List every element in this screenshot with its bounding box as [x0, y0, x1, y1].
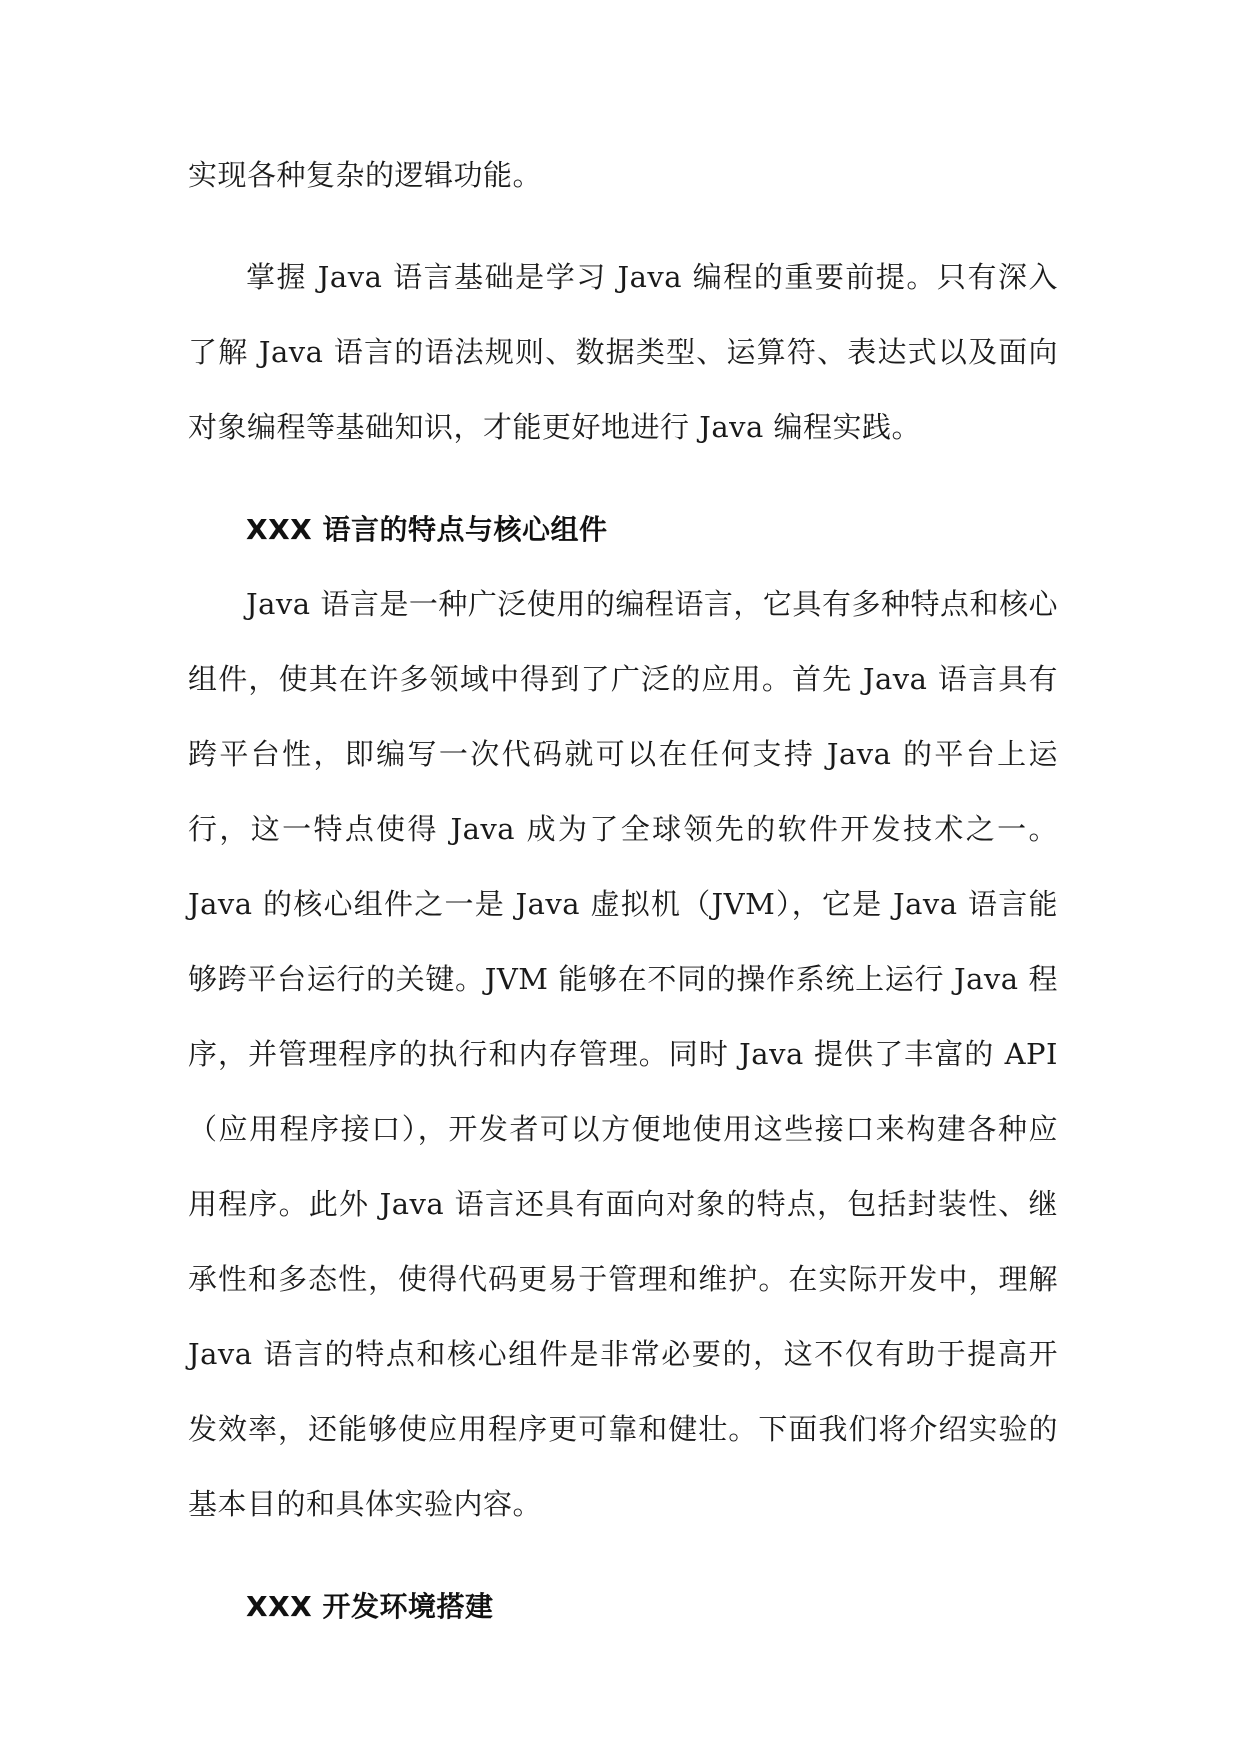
intro-continuation-paragraph: 实现各种复杂的逻辑功能。 — [188, 158, 543, 192]
basics-paragraph: 掌握 Java 语言基础是学习 Java 编程的重要前提。只有深入了解 Java 语言的语法规则、数据类型、运算符、表达式以及面向对象编程等基础知识，才能更好地进行 Java 编程实践。 — [188, 260, 1058, 444]
features-paragraph: Java 语言是一种广泛使用的编程语言，它具有多种特点和核心组件，使其在许多领域中得到了广泛的应用。首先 Java 语言具有跨平台性，即编写一次代码就可以在任何支持 Java 的平台上运行，这一特点使得 Java 成为了全球领先的软件开发技术之一。Java 的核心组件之一是 Java 虚拟机（JVM），它是 Java 语言能够跨平台运行的关键。JVM 能够在不同的操作系统上运行 Java 程序，并管理程序的执行和内存管理。同时 Java 提供了丰富的 API（应用程序接口），开发者可以方便地使用这些接口来构建各种应用程序。此外 Java 语言还具有面向对象的特点，包括封装性、继承性和多态性，使得代码更易于管理和维护。在实际开发中，理解 Java 语言的特点和核心组件是非常必要的，这不仅有助于提高开发效率，还能够使应用程序更可靠和健壮。下面我们将介绍实验的基本目的和具体实验内容。 — [188, 587, 1058, 1521]
section-heading-features: XXX 语言的特点与核心组件 — [246, 513, 608, 546]
paragraph-spacer — [188, 1542, 1058, 1569]
paragraph-spacer — [188, 213, 1058, 240]
document-body — [188, 138, 1058, 1644]
paragraph-spacer — [188, 465, 1058, 492]
section-heading-environment: XXX 开发环境搭建 — [246, 1590, 494, 1623]
